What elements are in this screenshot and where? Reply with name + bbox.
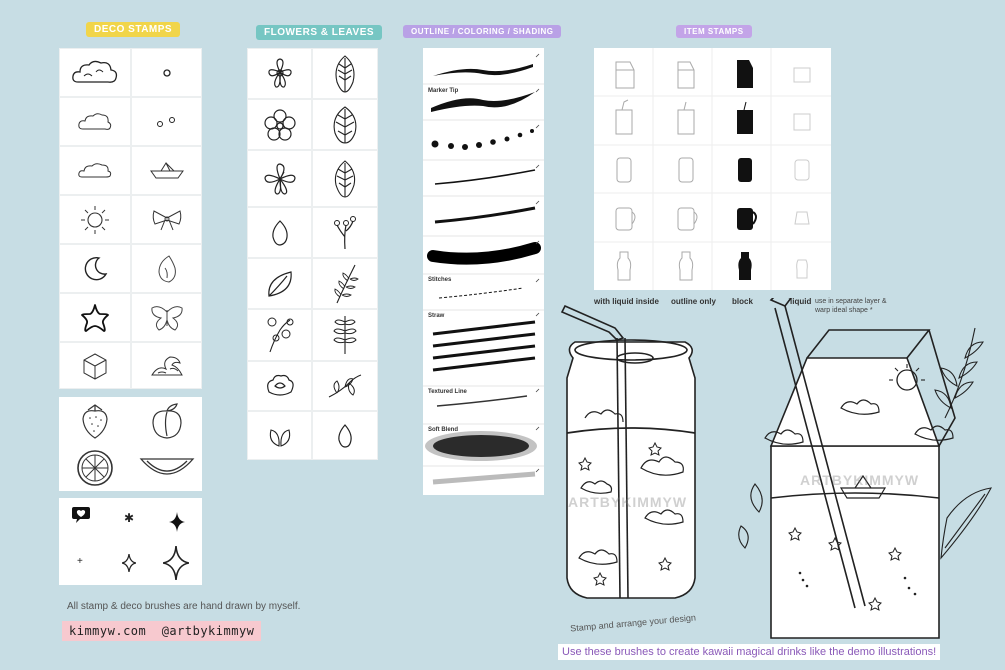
leaf-oval-icon[interactable]	[312, 150, 378, 207]
contact-links	[62, 621, 261, 641]
peach-icon[interactable]	[131, 397, 202, 444]
butterfly-icon[interactable]	[131, 293, 202, 342]
sun-icon[interactable]	[59, 195, 131, 244]
vine-icon[interactable]	[312, 361, 378, 411]
sparkle-stamps-panel	[59, 498, 202, 585]
leaf-pair-icon[interactable]	[247, 411, 312, 460]
flowers-leaves-label: FLOWERS & LEAVES	[256, 25, 382, 40]
column-label-block: block	[732, 297, 753, 306]
deco-stamps-label: DECO STAMPS	[86, 22, 180, 37]
milk-carton-drink-illustration	[765, 298, 955, 638]
moon-icon[interactable]	[59, 244, 131, 293]
four-point-star-icon[interactable]	[169, 512, 185, 537]
leaf-veined-icon[interactable]	[312, 48, 378, 99]
asterisk-icon[interactable]: ✱	[124, 511, 135, 525]
can-drink-illustration	[562, 306, 695, 598]
leaf-branch-icon[interactable]	[312, 309, 378, 361]
watermark-can: ARTBYKIMMYW	[568, 494, 688, 510]
seed-icon[interactable]	[312, 411, 378, 460]
wave-icon[interactable]	[131, 342, 202, 389]
website-link[interactable]: kimmyw.com	[69, 624, 147, 638]
petal-icon[interactable]	[247, 207, 312, 258]
cloud-large-icon[interactable]	[59, 48, 131, 97]
demo-illustrations	[545, 298, 1000, 643]
big-sparkle-icon[interactable]	[163, 546, 189, 585]
cherry-blossom-branch-icon[interactable]	[247, 309, 312, 361]
star-icon[interactable]	[59, 293, 131, 342]
leaf-icon[interactable]	[247, 258, 312, 309]
orange-slice-icon[interactable]	[59, 444, 131, 491]
flower-five-petal-icon[interactable]	[247, 48, 312, 99]
brush-label-straw: Straw	[428, 313, 445, 319]
item-stamps-grid	[594, 48, 831, 290]
brush-label-marker-tip: Marker Tip	[428, 88, 459, 94]
two-dots-icon[interactable]	[131, 97, 202, 146]
small-sparkle-icon[interactable]	[122, 554, 136, 577]
column-label-liquid: liquid	[790, 297, 812, 306]
column-label-with-liquid: with liquid inside	[594, 297, 659, 306]
deco-stamps-panel	[59, 48, 202, 389]
outline-coloring-shading-label: OUTLINE / COLORING / SHADING	[403, 25, 561, 38]
paper-boat-icon[interactable]	[131, 146, 202, 195]
column-label-outline-only: outline only	[671, 297, 716, 306]
sprout-icon[interactable]	[312, 207, 378, 258]
peony-icon[interactable]	[247, 361, 312, 411]
heart-bubble-icon[interactable]	[71, 506, 91, 529]
liquid-usage-note: use in separate layer & warp ideal shape *	[815, 298, 887, 314]
brush-label-stitches: Stitches	[428, 277, 452, 283]
cloud-flat-icon[interactable]	[59, 146, 131, 195]
flower-round-icon[interactable]	[247, 99, 312, 150]
strawberry-icon[interactable]	[59, 397, 131, 444]
brush-label-soft-blend: Soft Blend	[428, 427, 458, 433]
hibiscus-icon[interactable]	[247, 150, 312, 207]
fern-icon[interactable]	[312, 258, 378, 309]
cube-icon[interactable]	[59, 342, 131, 389]
cloud-small-icon[interactable]	[59, 97, 131, 146]
plus-icon[interactable]: +	[77, 556, 83, 567]
item-stamps-panel	[594, 48, 831, 290]
handle-link[interactable]: @artbykimmyw	[161, 624, 255, 638]
footer-note: All stamp & deco brushes are hand drawn by myself.	[67, 601, 301, 612]
brush-label-textured-line: Textured Line	[428, 389, 467, 395]
fruit-stamps-panel	[59, 397, 202, 491]
melon-slice-icon[interactable]	[131, 444, 202, 491]
handwritten-note: Stamp and arrange your design	[569, 612, 697, 634]
leaf-wide-icon[interactable]	[312, 99, 378, 150]
bottom-caption: Use these brushes to create kawaii magical drinks like the demo illustrations!	[558, 644, 940, 660]
dot-icon[interactable]	[131, 48, 202, 97]
item-stamps-label: ITEM STAMPS	[676, 25, 752, 38]
brush-list-panel	[423, 48, 544, 495]
bow-icon[interactable]	[131, 195, 202, 244]
flowers-leaves-panel	[247, 48, 378, 460]
watermark-carton: ARTBYKIMMYW	[800, 472, 920, 488]
wing-icon[interactable]	[131, 244, 202, 293]
